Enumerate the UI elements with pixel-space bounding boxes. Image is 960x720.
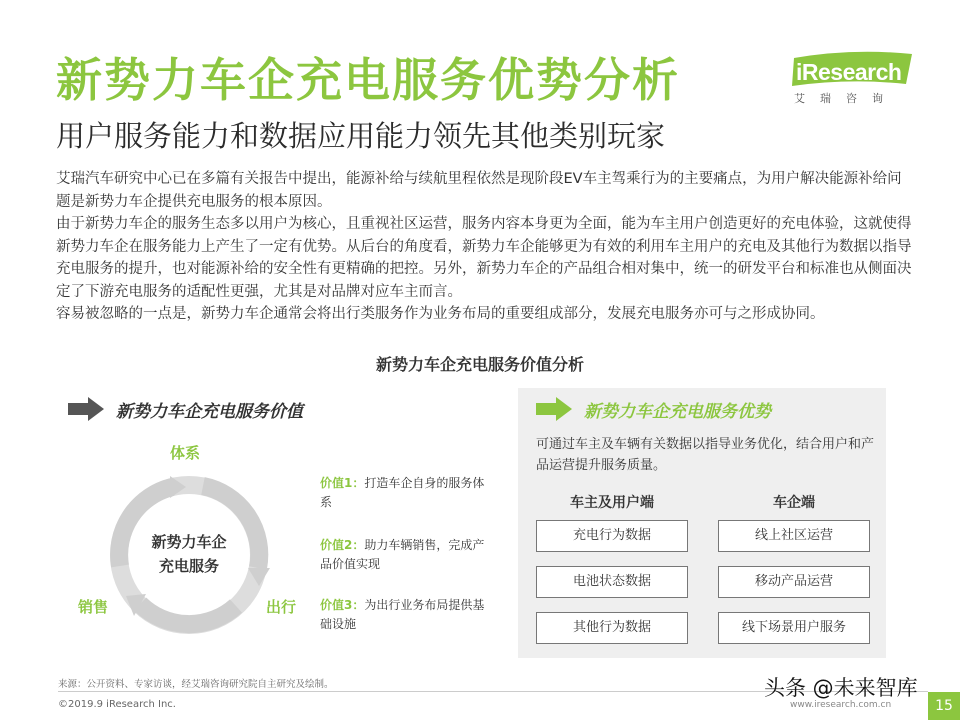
value-item-key: 价值3：: [320, 598, 365, 612]
source-note: 来源：公开资料、专家访谈，经艾瑞咨询研究院自主研究及绘制。: [58, 679, 334, 690]
paragraph: 艾瑞汽车研究中心已在多篇有关报告中提出，能源补给与续航里程依然是现阶段EV车主驾乘行为的主要痛点，为用户解决能源补给问题是新势力车企提供充电服务的根本原因。: [56, 171, 902, 210]
data-cell: 其他行为数据: [536, 612, 688, 644]
value-item-text: 打造车企自身的服务体系: [320, 476, 485, 509]
watermark: 头条 @未来智库: [764, 676, 918, 700]
value-item-key: 价值2：: [320, 538, 365, 552]
page-number: 15: [928, 692, 960, 720]
advantage-header: [536, 396, 771, 422]
body-text: [56, 168, 916, 326]
advantage-description: 可通过车主及车辆有关数据以指导业务优化，结合用户和产品运营提升服务质量。: [536, 437, 875, 473]
cycle-center-text: [104, 530, 274, 578]
value-item-key: 价值1：: [320, 476, 365, 490]
right-arrow-icon: [536, 397, 572, 421]
paragraph: 容易被忽略的一点是，新势力车企通常会将出行类服务作为业务布局的重要组成部分，发展充电服务亦可与之形成协同。: [56, 306, 825, 322]
copyright: ©2019.9 iResearch Inc.: [58, 699, 176, 710]
value-item-text: 为出行业务布局提供基础设施: [320, 598, 485, 631]
site-url: www.iresearch.com.cn: [790, 700, 892, 710]
advantage-panel: [518, 388, 886, 658]
value-item-text: 助力车辆销售，完成产品价值实现: [320, 538, 485, 571]
data-cell: 移动产品运营: [718, 566, 870, 598]
data-cell: 充电行为数据: [536, 520, 688, 552]
cycle-diagram: [104, 470, 274, 640]
value-header-label: 新势力车企充电服务价值: [116, 401, 303, 422]
iresearch-logo: [792, 50, 914, 110]
cycle-label-mobility: 出行: [266, 598, 297, 616]
value-item: [320, 536, 496, 574]
cycle-center-line2: 充电服务: [158, 557, 219, 575]
cycle-label-sales: 销售: [78, 598, 109, 616]
cycle-label-system: 体系: [170, 444, 201, 462]
data-cell: 线上社区运营: [718, 520, 870, 552]
value-item: [320, 474, 496, 512]
page-subtitle: 用户服务能力和数据应用能力领先其他类别玩家: [56, 119, 666, 153]
data-cell: 电池状态数据: [536, 566, 688, 598]
value-header: [68, 396, 303, 422]
right-arrow-icon: [68, 397, 104, 421]
logo-brand: iResearch: [796, 59, 902, 85]
column-header-oem: 车企端: [773, 495, 815, 511]
advantage-header-label: 新势力车企充电服务优势: [584, 401, 771, 422]
cycle-center-line1: 新势力车企: [151, 533, 227, 551]
data-cell: 线下场景用户服务: [718, 612, 870, 644]
section-title: 新势力车企充电服务价值分析: [375, 355, 584, 374]
paragraph: 由于新势力车企的服务生态多以用户为核心，且重视社区运营，服务内容本身更为全面，能为车主用户创造更好的充电体验，这就使得新势力车企在服务能力上产生了一定有优势。从后台的角度看，新势力车企能够更为有效的利用车主用户的充电及其他行为数据以指导充电服务的提升，也对能源补给的安全性有更精确的把控。另外，新势力车企的产品组合相对集中，统一的研发平台和标准也从侧面决定了下游充电服务的适配性更强，尤其是对品牌对应车主而言。: [56, 216, 912, 300]
value-item: [320, 596, 496, 634]
page-title: 新势力车企充电服务优势分析: [56, 53, 680, 107]
logo-cn-name: 艾瑞咨询: [794, 92, 898, 105]
column-header-user: 车主及用户端: [570, 495, 654, 511]
